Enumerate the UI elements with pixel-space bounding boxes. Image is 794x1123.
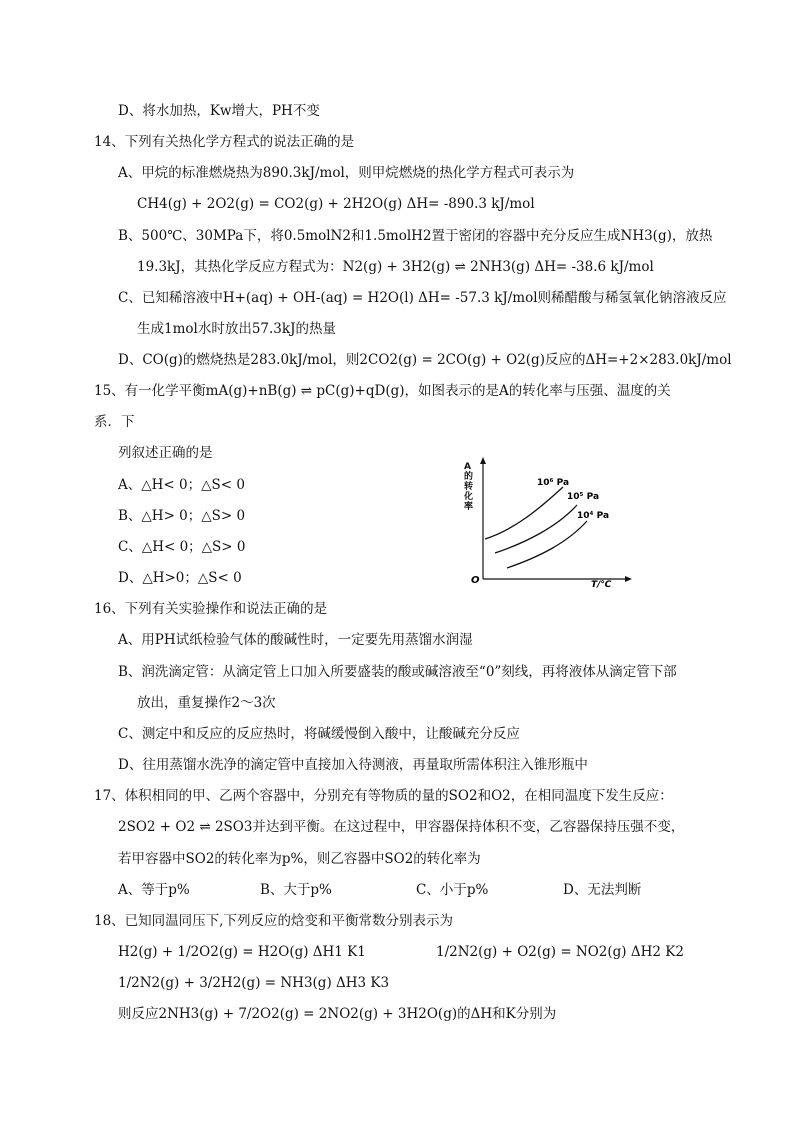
q18-equation-2: 1/2N2(g) + O2(g) = NO2(g) ΔH2 K2 [436,944,684,960]
svg-text:化: 化 [464,492,474,502]
q14-option-a-line1: A、甲烷的标准燃烧热为890.3kJ/mol，则甲烷燃烧的热化学方程式可表示为 [118,165,575,181]
x-axis-label: T/℃ [591,580,612,590]
question-15-stem-line2: 系．下 [94,414,135,430]
q14-option-c-line2: 生成1mol水时放出57.3kJ的热量 [137,321,336,337]
question-17-stem-line2: 2SO2 + O2 ⇌ 2SO3并达到平衡。在这过程中，甲容器保持体积不变，乙容器保持压强不变， [118,819,685,835]
q15-option-a: A、△H< 0；△S< 0 [118,477,245,493]
question-15-stem-line3: 列叙述正确的是 [118,445,213,461]
label-1e6-pa: 10⁶ Pa [537,478,570,488]
x-axis-arrow [625,576,632,582]
q17-option-d: D、无法判断 [563,882,642,898]
svg-text:的: 的 [464,472,474,482]
question-17-stem-line3: 若甲容器中SO2的转化率为p%，则乙容器中SO2的转化率为 [118,851,481,867]
q18-ask: 则反应2NH3(g) + 7/2O2(g) = 2NO2(g) + 3H2O(g)的ΔH和K分别为 [118,1006,557,1022]
q15-option-b: B、△H> 0；△S> 0 [118,508,246,524]
question-17-stem-line1: 17、体积相同的甲、乙两个容器中，分别充有等物质的量的SO2和O2，在相同温度下发生反应： [94,788,673,804]
svg-text:A: A [464,462,471,472]
question-14-stem: 14、下列有关热化学方程式的说法正确的是 [94,134,355,150]
curve-1e6-pa [485,487,563,539]
origin-label: O [471,575,480,586]
q15-option-d: D、△H>0；△S< 0 [118,570,242,586]
q17-option-a: A、等于p% [118,882,190,898]
question-16-stem: 16、下列有关实验操作和说法正确的是 [94,601,328,617]
q17-option-b: B、大于p% [260,882,332,898]
label-1e4-pa: 10⁴ Pa [577,511,610,521]
q14-option-d: D、CO(g)的燃烧热是283.0kJ/mol，则2CO2(g) = 2CO(g) + O2(g)反应的ΔH=+2×283.0kJ/mol [118,352,732,368]
conversion-vs-temperature-graph [455,455,635,590]
question-15-stem-line1: 15、有一化学平衡mA(g)+nB(g) ⇌ pC(g)+qD(g)，如图表示的是A的转化率与压强、温度的关 [94,383,671,399]
svg-text:转: 转 [464,482,474,492]
q16-option-d: D、往用蒸馏水洗净的滴定管中直接加入待测液，再量取所需体积注入锥形瓶中 [118,757,588,773]
svg-text:率: 率 [464,502,474,512]
q18-equation-3: 1/2N2(g) + 3/2H2(g) = NH3(g) ΔH3 K3 [118,975,390,991]
q16-option-b-line1: B、润洗滴定管：从滴定管上口加入所要盛装的酸或碱溶液至“0”刻线，再将液体从滴定管下部 [118,664,677,680]
q14-option-a-line2: CH4(g) + 2O2(g) = CO2(g) + 2H2O(g) ΔH= -890.3 kJ/mol [137,196,535,212]
y-axis-arrow [480,457,486,464]
question-18-stem: 18、已知同温同压下,下列反应的焓变和平衡常数分别表示为 [94,913,453,929]
q16-option-b-line2: 放出，重复操作2～3次 [137,695,276,711]
label-1e5-pa: 10⁵ Pa [567,492,600,502]
q14-option-b-line1: B、500℃、30MPa下，将0.5molN2和1.5molH2置于密闭的容器中充分反应生成NH3(g)，放热 [118,228,713,244]
q18-equation-1: H2(g) + 1/2O2(g) = H2O(g) ΔH1 K1 [118,944,366,960]
q14-option-c-line1: C、已知稀溶液中H+(aq) + OH-(aq) = H2O(l) ΔH= -57.3 kJ/mol则稀醋酸与稀氢氧化钠溶液反应 [118,290,727,306]
q16-option-c: C、测定中和反应的反应热时，将碱缓慢倒入酸中，让酸碱充分反应 [118,726,520,742]
q13-option-d: D、将水加热，Kw增大，PH不变 [118,103,320,119]
q17-option-c: C、小于p% [416,882,489,898]
y-axis-label [463,462,473,512]
q15-option-c: C、△H< 0；△S> 0 [118,539,246,555]
q14-option-b-line2: 19.3kJ，其热化学反应方程式为：N2(g) + 3H2(g) ⇌ 2NH3(g) ΔH= -38.6 kJ/mol [137,259,654,275]
q16-option-a: A、用PH试纸检验气体的酸碱性时，一定要先用蒸馏水润湿 [118,632,473,648]
